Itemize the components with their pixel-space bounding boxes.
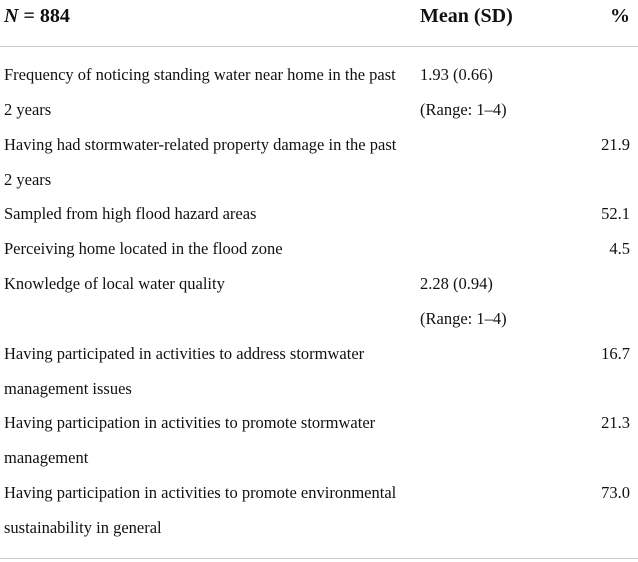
row-label: Knowledge of local water quality	[4, 274, 225, 293]
row-percent: 21.9	[601, 135, 630, 154]
table-header	[0, 0, 638, 47]
n-value: = 884	[18, 5, 70, 27]
row-label: Having participated in activities to address stormwater management issues	[4, 344, 365, 398]
row-mean	[420, 267, 507, 336]
row-percent: 21.3	[601, 413, 630, 432]
range-value: (Range: 1–4)	[420, 308, 507, 328]
row-percent: 16.7	[601, 344, 630, 363]
table-row	[0, 406, 638, 475]
row-label: Having had stormwater-related property damage in the past 2 years	[4, 135, 397, 189]
range-value: (Range: 1–4)	[420, 99, 507, 119]
row-label: Having participation in activities to promote environmental sustainability in general	[4, 483, 397, 537]
mean-sd-value: 2.28 (0.94)	[420, 274, 493, 293]
table-row	[0, 267, 638, 336]
table-row	[0, 128, 638, 197]
row-percent: 73.0	[601, 483, 630, 502]
row-mean	[420, 58, 507, 127]
mean-sd-value: 1.93 (0.66)	[420, 65, 493, 84]
percent-header: %	[610, 5, 630, 27]
table-row	[0, 337, 638, 406]
mean-sd-header: Mean (SD)	[420, 5, 513, 27]
table-row	[0, 197, 638, 232]
bottom-rule	[0, 558, 638, 559]
table-row	[0, 476, 638, 545]
row-label: Frequency of noticing standing water near home in the past 2 years	[4, 65, 396, 119]
row-percent: 52.1	[601, 204, 630, 223]
table-row	[0, 58, 638, 127]
sample-size-header	[4, 5, 70, 28]
row-label: Having participation in activities to promote stormwater management	[4, 413, 376, 467]
n-symbol: N	[4, 5, 19, 27]
row-label: Sampled from high flood hazard areas	[4, 204, 257, 223]
row-label: Perceiving home located in the flood zone	[4, 239, 283, 258]
row-percent: 4.5	[609, 239, 630, 258]
table-row	[0, 232, 638, 267]
